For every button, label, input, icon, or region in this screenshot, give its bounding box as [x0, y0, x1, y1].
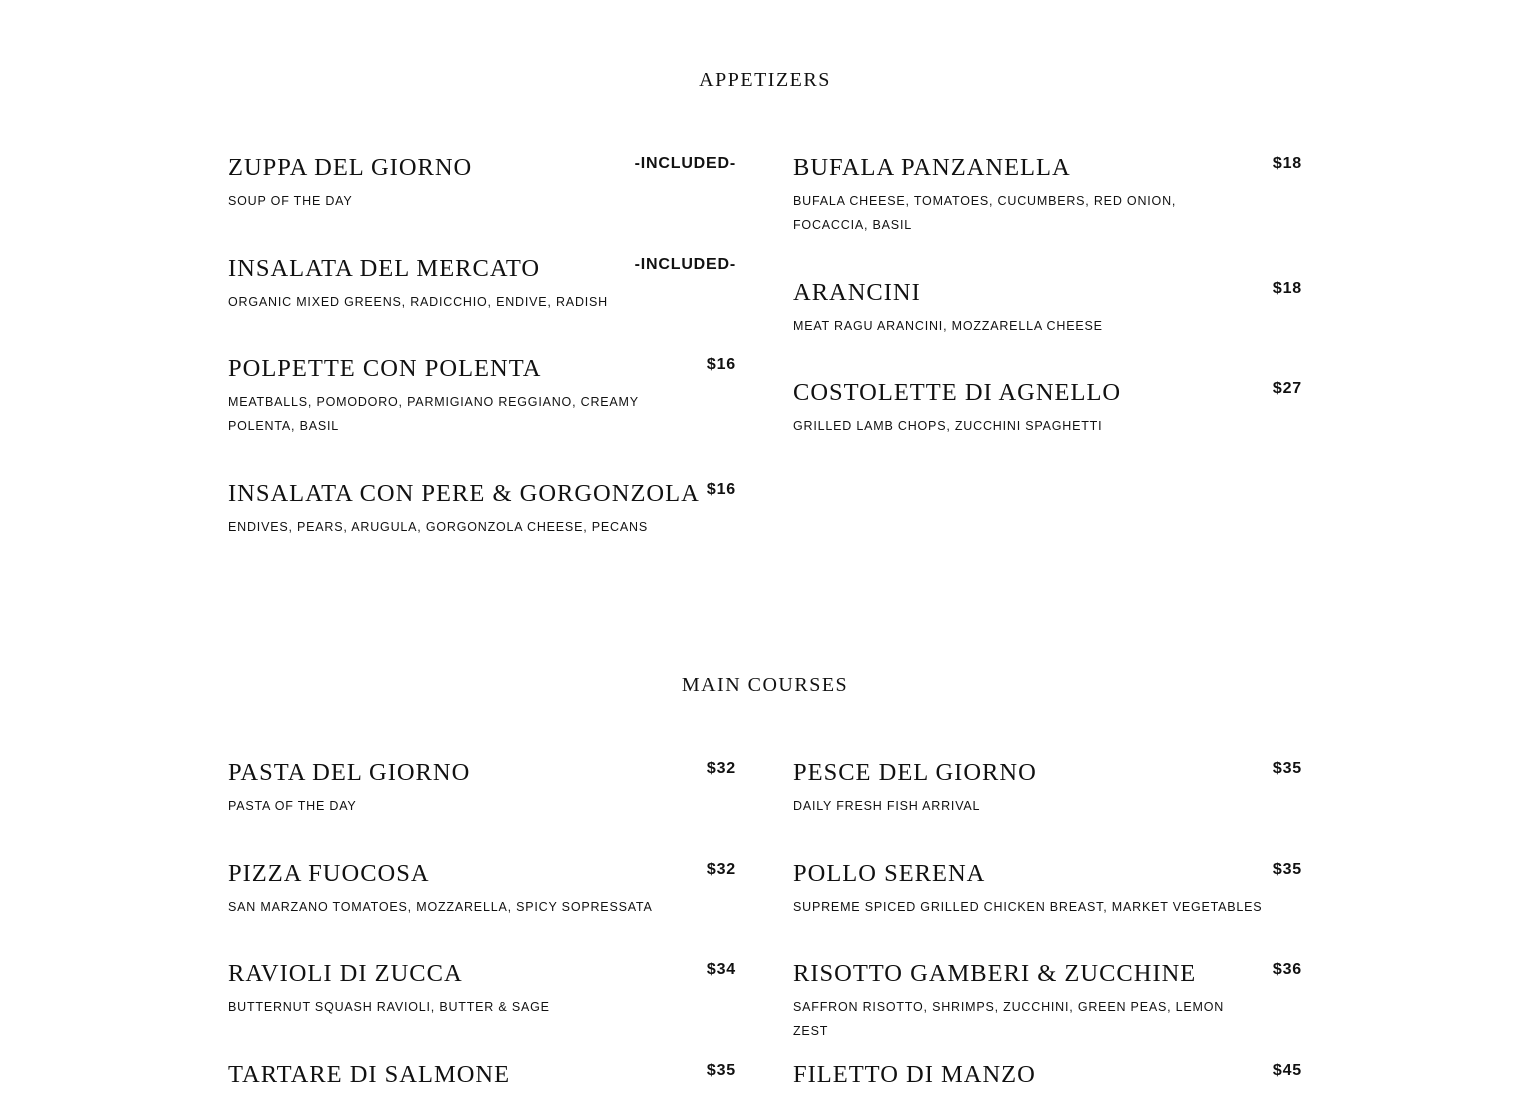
item-name: PESCE DEL GIORNO	[793, 759, 1037, 786]
item-price: $32	[706, 861, 736, 878]
item-name: FILETTO DI MANZO	[793, 1061, 1036, 1088]
item-price: $35	[1272, 760, 1302, 777]
item-price: $36	[1272, 961, 1302, 978]
item-price: $32	[706, 760, 736, 777]
item-price: $18	[1272, 280, 1302, 297]
menu-item	[793, 757, 1302, 818]
item-price: $27	[1272, 380, 1302, 397]
menu-item	[228, 478, 736, 539]
item-name: INSALATA DEL MERCATO	[228, 255, 541, 282]
menu-item	[793, 277, 1302, 338]
item-name: PASTA DEL GIORNO	[228, 759, 471, 786]
item-price: $35	[706, 1062, 736, 1079]
item-description: PASTA OF THE DAY	[228, 799, 357, 813]
menu-item	[228, 253, 736, 314]
menu-item	[228, 1059, 736, 1091]
menu-item	[793, 858, 1302, 919]
item-price: $16	[706, 481, 736, 498]
menu-item	[793, 958, 1302, 1043]
item-name: TARTARE DI SALMONE	[228, 1061, 511, 1088]
menu-item	[228, 858, 736, 919]
item-description: ORGANIC MIXED GREENS, RADICCHIO, ENDIVE, RADISH	[228, 295, 609, 309]
item-name: ZUPPA DEL GIORNO	[228, 154, 473, 181]
item-price: $45	[1272, 1062, 1302, 1079]
item-description: MEAT RAGU ARANCINI, MOZZARELLA CHEESE	[793, 319, 1103, 333]
item-description: DAILY FRESH FISH ARRIVAL	[793, 799, 981, 813]
item-description: MEATBALLS, POMODORO, PARMIGIANO REGGIANO, CREAMY POLENTA, BASIL	[228, 395, 639, 433]
item-name: COSTOLETTE DI AGNELLO	[793, 379, 1122, 406]
item-price: $16	[706, 356, 736, 373]
item-name: POLLO SERENA	[793, 860, 986, 887]
item-description: SUPREME SPICED GRILLED CHICKEN BREAST, MARKET VEGETABLES	[793, 900, 1263, 914]
item-price: $35	[1272, 861, 1302, 878]
menu-item	[228, 152, 736, 213]
menu-item	[228, 958, 736, 1019]
item-name: POLPETTE CON POLENTA	[228, 355, 542, 382]
item-name: ARANCINI	[793, 279, 921, 306]
item-description: SOUP OF THE DAY	[228, 194, 353, 208]
item-description: GRILLED LAMB CHOPS, ZUCCHINI SPAGHETTI	[793, 419, 1103, 433]
item-name: RAVIOLI DI ZUCCA	[228, 960, 463, 987]
menu-item	[228, 353, 736, 438]
item-name: BUFALA PANZANELLA	[793, 154, 1071, 181]
section-title-main-courses: MAIN COURSES	[681, 674, 849, 696]
menu-item	[793, 377, 1302, 438]
item-name: PIZZA FUOCOSA	[228, 860, 430, 887]
item-price: -INCLUDED-	[634, 155, 736, 172]
item-name: INSALATA CON PERE & GORGONZOLA	[228, 480, 700, 507]
item-description: SAFFRON RISOTTO, SHRIMPS, ZUCCHINI, GREEN PEAS, LEMON ZEST	[793, 1000, 1225, 1038]
menu-item	[228, 757, 736, 818]
item-description: BUTTERNUT SQUASH RAVIOLI, BUTTER & SAGE	[228, 1000, 550, 1014]
item-description: BUFALA CHEESE, TOMATOES, CUCUMBERS, RED ONION, FOCACCIA, BASIL	[793, 194, 1177, 232]
menu-item	[793, 1059, 1302, 1091]
item-price: $18	[1272, 155, 1302, 172]
item-description: ENDIVES, PEARS, ARUGULA, GORGONZOLA CHEESE, PECANS	[228, 520, 648, 534]
item-price: -INCLUDED-	[634, 256, 736, 273]
item-price: $34	[706, 961, 736, 978]
section-title-appetizers: APPETIZERS	[699, 69, 831, 91]
item-description: SAN MARZANO TOMATOES, MOZZARELLA, SPICY SOPRESSATA	[228, 900, 653, 914]
item-name: RISOTTO GAMBERI & ZUCCHINE	[793, 960, 1197, 987]
menu-item	[793, 152, 1302, 237]
